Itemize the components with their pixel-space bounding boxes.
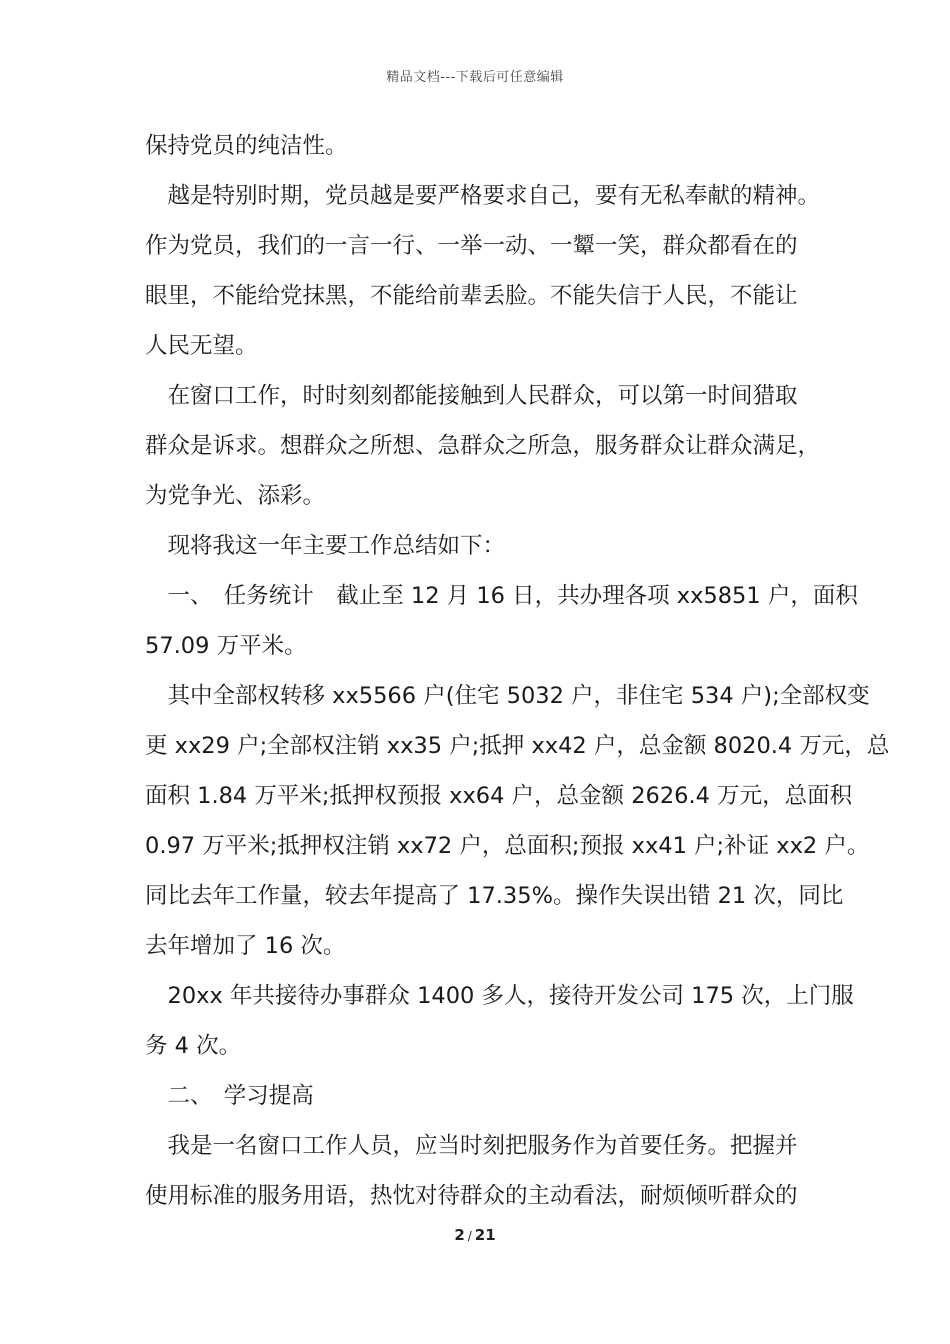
text-line: 群众是诉求。想群众之所想、急群众之所急，服务群众让群众满足， xyxy=(145,433,821,459)
text-line: 去年增加了 16 次。 xyxy=(145,933,346,959)
text-line: 同比去年工作量，较去年提高了 17.35%。操作失误出错 21 次，同比 xyxy=(145,883,844,909)
text-line: 在窗口工作，时时刻刻都能接触到人民群众，可以第一时间猎取 xyxy=(145,383,798,409)
text-line: 20xx 年共接待办事群众 1400 多人，接待开发公司 175 次，上门服 xyxy=(145,983,854,1009)
text-line: 作为党员，我们的一言一行、一举一动、一颦一笑，群众都看在的 xyxy=(145,233,798,259)
text-line: 面积 1.84 万平米;抵押权预报 xx64 户，总金额 2626.4 万元，总面积 xyxy=(145,783,853,809)
page-separator: / xyxy=(467,1229,472,1243)
page-header: 精品文档---下载后可任意编辑 xyxy=(386,70,564,85)
text-line: 57.09 万平米。 xyxy=(145,633,307,659)
text-line: 其中全部权转移 xx5566 户(住宅 5032 户，非住宅 534 户);全部权变 xyxy=(145,683,870,709)
text-line: 为党争光、添彩。 xyxy=(145,483,326,509)
text-line: 越是特别时期，党员越是要严格要求自己，要有无私奉献的精神。 xyxy=(145,183,821,209)
text-line: 人民无望。 xyxy=(145,333,258,359)
text-line: 保持党员的纯洁性。 xyxy=(145,133,348,159)
text-line: 更 xx29 户;全部权注销 xx35 户;抵押 xx42 户，总金额 8020.4 万元，总 xyxy=(145,733,890,759)
section-heading-line: 一、 任务统计 截止至 12 月 16 日，共办理各项 xx5851 户，面积 xyxy=(145,583,858,609)
text-line: 使用标准的服务用语，热忱对待群众的主动看法，耐烦倾听群众的 xyxy=(145,1183,798,1209)
text-line: 现将我这一年主要工作总结如下： xyxy=(145,533,506,559)
text-line: 我是一名窗口工作人员，应当时刻把服务作为首要任务。把握并 xyxy=(145,1133,798,1159)
section-heading-line: 二、 学习提高 xyxy=(145,1083,314,1109)
page-number xyxy=(0,1226,950,1244)
text-line: 务 4 次。 xyxy=(145,1033,242,1059)
text-line: 眼里，不能给党抹黑，不能给前辈丢脸。不能失信于人民，不能让 xyxy=(145,283,798,309)
current-page-number: 2 xyxy=(454,1226,465,1244)
total-pages-number: 21 xyxy=(474,1226,496,1244)
text-line: 0.97 万平米;抵押权注销 xx72 户，总面积;预报 xx41 户;补证 xx2 户。 xyxy=(145,833,870,859)
